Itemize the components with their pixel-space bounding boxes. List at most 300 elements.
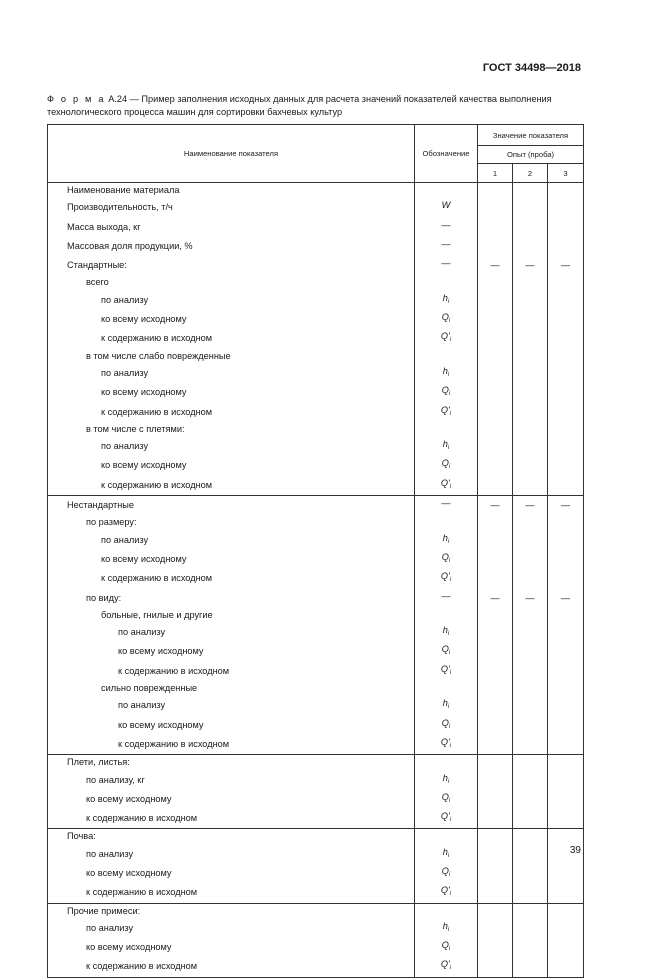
row-label: в том числе слабо поврежденные (48, 349, 415, 364)
table-row (48, 329, 584, 348)
trial-value-2 (513, 829, 548, 845)
trial-value-1: — (478, 589, 513, 608)
row-label: Плети, листья: (48, 755, 415, 771)
row-label: Стандартные: (48, 256, 415, 275)
trial-value-1 (478, 218, 513, 237)
table-row (48, 771, 584, 790)
trial-value-2 (513, 437, 548, 456)
symbol-subscript: i (448, 650, 451, 657)
symbol-subscript: i (448, 318, 451, 325)
trial-value-3 (548, 291, 584, 310)
row-symbol (415, 291, 478, 310)
trial-value-3 (548, 681, 584, 696)
row-label: ко всему исходному (48, 310, 415, 329)
symbol-letter: Q' (440, 331, 450, 342)
row-label: к содержанию в исходном (48, 883, 415, 903)
table-body (48, 183, 584, 978)
trial-value-1 (478, 422, 513, 437)
trial-value-3 (548, 183, 584, 199)
symbol-subscript: i (449, 577, 452, 584)
trial-value-3 (548, 456, 584, 475)
trial-value-2 (513, 919, 548, 938)
symbol-subscript: i (449, 817, 452, 824)
trial-value-3 (548, 476, 584, 496)
trial-value-3 (548, 218, 584, 237)
trial-value-1 (478, 456, 513, 475)
trial-value-2 (513, 569, 548, 588)
trial-value-2: — (513, 589, 548, 608)
symbol-letter: Q (441, 458, 449, 469)
symbol-letter: h (442, 772, 448, 783)
row-label: ко всему исходному (48, 864, 415, 883)
table-row (48, 919, 584, 938)
symbol-subscript: i (448, 557, 451, 564)
symbol-letter: — (441, 238, 451, 249)
symbol-letter: h (442, 846, 448, 857)
symbol-letter: Q' (440, 477, 450, 488)
symbol-letter: Q (441, 940, 449, 951)
row-label: к содержанию в исходном (48, 476, 415, 496)
row-symbol (415, 349, 478, 364)
symbol-subscript: i (449, 337, 452, 344)
symbol-letter: Q (441, 312, 449, 323)
symbol-letter: Q' (440, 811, 450, 822)
row-label: по анализу (48, 364, 415, 383)
row-label: больные, гнилые и другие (48, 608, 415, 623)
row-symbol (415, 531, 478, 550)
table-row (48, 422, 584, 437)
trial-value-1 (478, 550, 513, 569)
symbol-subscript: i (449, 891, 452, 898)
trial-value-2 (513, 696, 548, 715)
trial-value-3 (548, 696, 584, 715)
symbol-letter: Q (441, 644, 449, 655)
table-row (48, 903, 584, 919)
row-symbol (415, 938, 478, 957)
trial-value-3 (548, 364, 584, 383)
row-symbol (415, 642, 478, 661)
trial-value-3 (548, 864, 584, 883)
trial-value-1 (478, 938, 513, 957)
row-symbol (415, 569, 478, 588)
symbol-subscript: i (447, 631, 450, 638)
trial-value-3 (548, 883, 584, 903)
symbol-subscript: i (449, 742, 452, 749)
row-symbol (415, 550, 478, 569)
form-caption (47, 93, 582, 119)
trial-value-1 (478, 829, 513, 845)
row-symbol (415, 496, 478, 516)
trial-value-2 (513, 957, 548, 977)
trial-value-2 (513, 218, 548, 237)
row-label: по анализу (48, 531, 415, 550)
trial-value-2 (513, 735, 548, 755)
trial-value-3 (548, 310, 584, 329)
symbol-subscript: i (448, 871, 451, 878)
table-row (48, 883, 584, 903)
symbol-subscript: i (447, 778, 450, 785)
table-row (48, 198, 584, 217)
trial-value-2 (513, 755, 548, 771)
table-row (48, 864, 584, 883)
symbol-letter: h (442, 698, 448, 709)
trial-value-1 (478, 755, 513, 771)
row-label: по анализу (48, 919, 415, 938)
symbol-subscript: i (447, 371, 450, 378)
trial-value-3 (548, 735, 584, 755)
row-symbol (415, 422, 478, 437)
row-symbol (415, 256, 478, 275)
trial-value-2 (513, 903, 548, 919)
trial-value-1 (478, 790, 513, 809)
row-symbol (415, 845, 478, 864)
trial-value-2 (513, 198, 548, 217)
table-row (48, 829, 584, 845)
symbol-letter: — (441, 590, 451, 601)
table-row (48, 642, 584, 661)
trial-value-3: — (548, 496, 584, 516)
row-symbol (415, 716, 478, 735)
table-row (48, 623, 584, 642)
standard-number: ГОСТ 34498—2018 (482, 62, 581, 74)
row-symbol (415, 589, 478, 608)
row-symbol (415, 275, 478, 290)
header-name: Наименование показателя (48, 125, 415, 183)
table-row (48, 790, 584, 809)
trial-value-1 (478, 771, 513, 790)
trial-value-2 (513, 771, 548, 790)
trial-value-2 (513, 422, 548, 437)
row-label: по виду: (48, 589, 415, 608)
row-symbol (415, 919, 478, 938)
trial-value-3 (548, 957, 584, 977)
trial-value-1 (478, 329, 513, 348)
trial-value-3 (548, 403, 584, 422)
header-symbol: Обозначение (415, 125, 478, 183)
header-trial-2: 2 (513, 164, 548, 183)
trial-value-2 (513, 476, 548, 496)
trial-value-1 (478, 696, 513, 715)
trial-value-3 (548, 771, 584, 790)
trial-value-3: — (548, 589, 584, 608)
symbol-subscript: i (448, 723, 451, 730)
trial-value-1 (478, 383, 513, 402)
row-label: к содержанию в исходном (48, 403, 415, 422)
trial-value-3 (548, 790, 584, 809)
table-row (48, 437, 584, 456)
trial-value-2 (513, 310, 548, 329)
table-row (48, 845, 584, 864)
trial-value-3: — (548, 256, 584, 275)
symbol-subscript: i (449, 483, 452, 490)
symbol-letter: W (441, 200, 451, 211)
table-row (48, 531, 584, 550)
caption-text: А.24 — Пример заполнения исходных данных для расчета значений показателей качества выполнения технологического процесса машин для сортировки бахчевых культур (47, 94, 552, 117)
trial-value-2 (513, 883, 548, 903)
symbol-subscript: i (447, 852, 450, 859)
row-symbol (415, 183, 478, 199)
trial-value-2 (513, 383, 548, 402)
table-row (48, 403, 584, 422)
row-label: Почва: (48, 829, 415, 845)
trial-value-1 (478, 864, 513, 883)
trial-value-2 (513, 938, 548, 957)
trial-value-1 (478, 608, 513, 623)
trial-value-1 (478, 903, 513, 919)
symbol-subscript: i (447, 538, 450, 545)
table-row (48, 809, 584, 829)
trial-value-2 (513, 364, 548, 383)
trial-value-1 (478, 515, 513, 530)
caption-prefix: Ф о р м а (47, 94, 106, 104)
row-symbol (415, 957, 478, 977)
trial-value-2 (513, 662, 548, 681)
row-symbol (415, 608, 478, 623)
row-symbol (415, 456, 478, 475)
row-label: ко всему исходному (48, 456, 415, 475)
row-symbol (415, 383, 478, 402)
trial-value-3 (548, 608, 584, 623)
header-trial: Опыт (проба) (478, 146, 584, 164)
row-label: ко всему исходному (48, 938, 415, 957)
symbol-letter: Q' (440, 736, 450, 747)
table-row (48, 696, 584, 715)
table-row (48, 275, 584, 290)
row-symbol (415, 198, 478, 217)
trial-value-1 (478, 642, 513, 661)
symbol-letter: Q' (440, 404, 450, 415)
symbol-subscript: i (447, 704, 450, 711)
header-value: Значение показателя (478, 125, 584, 146)
symbol-letter: Q (441, 551, 449, 562)
symbol-letter: Q' (440, 663, 450, 674)
symbol-letter: Q (441, 717, 449, 728)
trial-value-2 (513, 681, 548, 696)
trial-value-1 (478, 476, 513, 496)
row-label: по анализу (48, 623, 415, 642)
trial-value-2 (513, 550, 548, 569)
symbol-letter: Q' (440, 885, 450, 896)
trial-value-2 (513, 716, 548, 735)
row-symbol (415, 237, 478, 256)
trial-value-3 (548, 383, 584, 402)
trial-value-3 (548, 938, 584, 957)
symbol-letter: h (442, 365, 448, 376)
trial-value-1 (478, 349, 513, 364)
symbol-letter: — (441, 498, 451, 509)
header-trial-1: 1 (478, 164, 513, 183)
trial-value-3 (548, 642, 584, 661)
row-label: по анализу (48, 696, 415, 715)
row-label: к содержанию в исходном (48, 662, 415, 681)
trial-value-3 (548, 275, 584, 290)
trial-value-1 (478, 681, 513, 696)
trial-value-1 (478, 403, 513, 422)
page-number: 39 (569, 845, 581, 856)
row-label: к содержанию в исходном (48, 735, 415, 755)
trial-value-2: — (513, 496, 548, 516)
trial-value-3 (548, 198, 584, 217)
trial-value-1 (478, 662, 513, 681)
table-row (48, 310, 584, 329)
row-label: Наименование материала (48, 183, 415, 199)
row-symbol (415, 476, 478, 496)
trial-value-3 (548, 716, 584, 735)
trial-value-3 (548, 755, 584, 771)
table-row (48, 589, 584, 608)
trial-value-3 (548, 237, 584, 256)
symbol-letter: — (441, 258, 451, 269)
symbol-letter: Q' (440, 571, 450, 582)
row-label: по размеру: (48, 515, 415, 530)
trial-value-3 (548, 903, 584, 919)
row-label: к содержанию в исходном (48, 329, 415, 348)
trial-value-2 (513, 349, 548, 364)
table-row (48, 256, 584, 275)
table-row (48, 515, 584, 530)
trial-value-2 (513, 845, 548, 864)
table-row (48, 608, 584, 623)
table-row (48, 456, 584, 475)
trial-value-1 (478, 845, 513, 864)
table-row (48, 662, 584, 681)
trial-value-1 (478, 291, 513, 310)
symbol-subscript: i (447, 445, 450, 452)
row-symbol (415, 515, 478, 530)
symbol-letter: h (442, 292, 448, 303)
trial-value-2 (513, 237, 548, 256)
trial-value-2 (513, 864, 548, 883)
trial-value-2 (513, 275, 548, 290)
table-row (48, 755, 584, 771)
header-trial-3: 3 (548, 164, 584, 183)
symbol-subscript: i (449, 965, 452, 972)
row-symbol (415, 364, 478, 383)
trial-value-2 (513, 531, 548, 550)
trial-value-3 (548, 422, 584, 437)
trial-value-2 (513, 183, 548, 199)
trial-value-3 (548, 569, 584, 588)
trial-value-1 (478, 569, 513, 588)
symbol-subscript: i (448, 391, 451, 398)
row-symbol (415, 403, 478, 422)
trial-value-3 (548, 662, 584, 681)
trial-value-1 (478, 623, 513, 642)
symbol-letter: Q (441, 385, 449, 396)
table-row (48, 716, 584, 735)
symbol-letter: Q (441, 865, 449, 876)
trial-value-2 (513, 456, 548, 475)
row-symbol (415, 809, 478, 829)
row-label: по анализу, кг (48, 771, 415, 790)
trial-value-3 (548, 531, 584, 550)
row-symbol (415, 903, 478, 919)
trial-value-1 (478, 716, 513, 735)
symbol-subscript: i (449, 669, 452, 676)
trial-value-2 (513, 623, 548, 642)
row-symbol (415, 681, 478, 696)
row-label: к содержанию в исходном (48, 569, 415, 588)
table-row (48, 681, 584, 696)
table-row (48, 183, 584, 199)
symbol-letter: h (442, 439, 448, 450)
table-row (48, 496, 584, 516)
trial-value-1: — (478, 256, 513, 275)
trial-value-2: — (513, 256, 548, 275)
trial-value-2 (513, 291, 548, 310)
symbol-letter: — (441, 219, 451, 230)
table-row (48, 383, 584, 402)
row-label: Прочие примеси: (48, 903, 415, 919)
table-row (48, 550, 584, 569)
table-row (48, 957, 584, 977)
row-label: Масса выхода, кг (48, 218, 415, 237)
table-row (48, 349, 584, 364)
row-label: к содержанию в исходном (48, 957, 415, 977)
row-symbol (415, 310, 478, 329)
row-label: Производительность, т/ч (48, 198, 415, 217)
trial-value-3 (548, 829, 584, 845)
row-symbol (415, 864, 478, 883)
symbol-letter: h (442, 920, 448, 931)
trial-value-3 (548, 329, 584, 348)
table-row (48, 237, 584, 256)
row-label: всего (48, 275, 415, 290)
symbol-subscript: i (447, 298, 450, 305)
symbol-letter: h (442, 625, 448, 636)
row-symbol (415, 883, 478, 903)
trial-value-1 (478, 364, 513, 383)
symbol-letter: Q' (440, 959, 450, 970)
trial-value-3 (548, 437, 584, 456)
row-symbol (415, 735, 478, 755)
symbol-subscript: i (448, 946, 451, 953)
table-row (48, 291, 584, 310)
row-label: ко всему исходному (48, 716, 415, 735)
trial-value-3 (548, 515, 584, 530)
row-symbol (415, 790, 478, 809)
table-row (48, 735, 584, 755)
trial-value-3 (548, 623, 584, 642)
trial-value-1 (478, 531, 513, 550)
trial-value-1 (478, 883, 513, 903)
trial-value-3 (548, 809, 584, 829)
row-symbol (415, 218, 478, 237)
trial-value-1 (478, 310, 513, 329)
trial-value-1 (478, 809, 513, 829)
row-label: ко всему исходному (48, 550, 415, 569)
trial-value-2 (513, 329, 548, 348)
trial-value-3 (548, 550, 584, 569)
row-symbol (415, 829, 478, 845)
table-row (48, 364, 584, 383)
symbol-subscript: i (448, 797, 451, 804)
table-row (48, 569, 584, 588)
trial-value-2 (513, 515, 548, 530)
row-label: в том числе с плетями: (48, 422, 415, 437)
trial-value-2 (513, 790, 548, 809)
row-label: по анализу (48, 845, 415, 864)
trial-value-2 (513, 642, 548, 661)
symbol-letter: h (442, 532, 448, 543)
row-label: сильно поврежденные (48, 681, 415, 696)
trial-value-1 (478, 919, 513, 938)
table-row (48, 476, 584, 496)
row-label: по анализу (48, 437, 415, 456)
trial-value-2 (513, 608, 548, 623)
row-label: ко всему исходному (48, 790, 415, 809)
symbol-subscript: i (447, 926, 450, 933)
